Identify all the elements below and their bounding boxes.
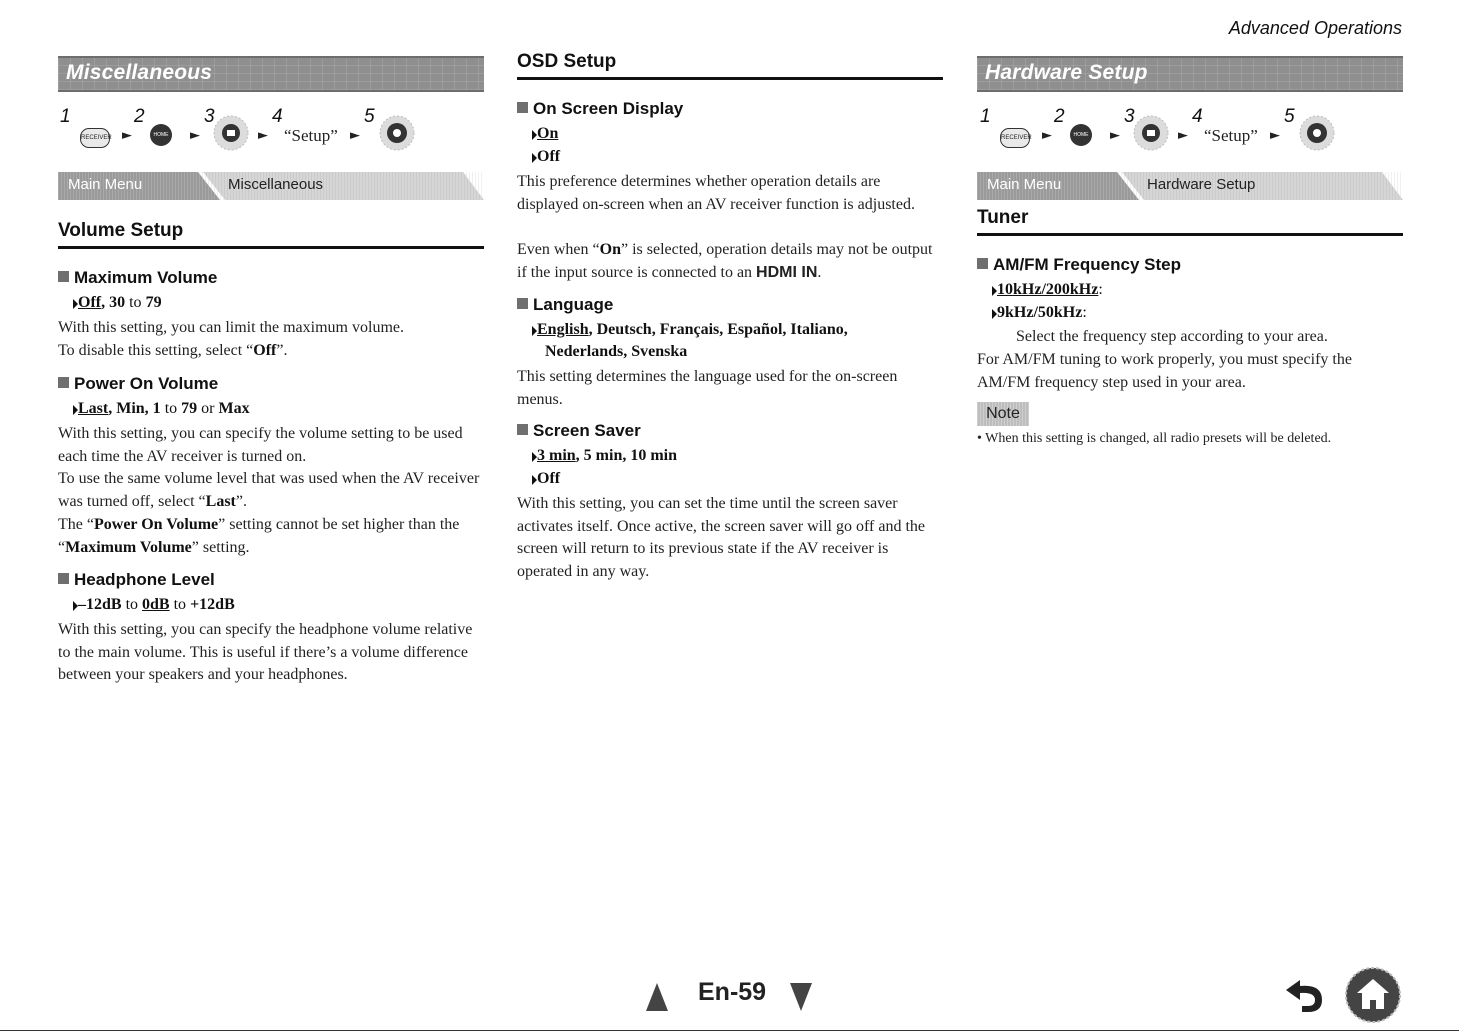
miscellaneous-banner: [58, 56, 484, 92]
section-title-tuner: Tuner: [977, 207, 1029, 228]
triangle-bullet-icon: [992, 286, 997, 296]
triangle-bullet-icon: [532, 475, 537, 485]
triangle-bullet-icon: [73, 601, 78, 611]
enter-button-icon: [1298, 114, 1336, 152]
arrow-right-icon: ►: [190, 128, 200, 143]
options-maximum-volume: Off, 30 to 79: [58, 294, 162, 312]
banner-title: Miscellaneous: [66, 61, 213, 84]
paragraph: With this setting, you can specify the headphone volume relative to the main volume. This is useful if there’s a volume difference between your speakers and your headphones.: [58, 621, 473, 683]
arrow-right-icon: ►: [122, 128, 132, 143]
breadcrumb-first-label: Main Menu: [987, 176, 1062, 193]
receiver-button-icon: RECEIVER: [80, 128, 110, 148]
option-off: Off: [517, 148, 560, 166]
step-number: 4: [272, 106, 283, 127]
breadcrumb: [977, 172, 1403, 200]
option-off: Off: [517, 470, 560, 488]
breadcrumb-first-label: Main Menu: [68, 176, 143, 193]
dial-button-icon: [1132, 114, 1170, 152]
step-number: 2: [1054, 106, 1065, 127]
subsection-language: Language: [517, 295, 613, 315]
subsection-headphone-level: Headphone Level: [58, 570, 215, 590]
section-rule: [977, 233, 1403, 236]
banner-title: Hardware Setup: [985, 61, 1148, 84]
subsection-power-on-volume: Power On Volume: [58, 374, 218, 394]
options-screen-saver: 3 min, 5 min, 10 min: [517, 447, 677, 465]
paragraph: To disable this setting, select “Off”.: [58, 342, 288, 359]
paragraph: This setting determines the language used for the on-screen menus.: [517, 368, 898, 408]
step-number: 1: [980, 106, 991, 127]
options-language-line2: Nederlands, Svenska: [545, 343, 688, 360]
bullet-square-icon: [977, 258, 988, 269]
paragraph: With this setting, you can set the time until the screen saver activates itself. Once active, the screen saver will go off and the screen will return to its previous state if the AV receiver is operated in any way.: [517, 495, 925, 580]
enter-button-icon: [378, 114, 416, 152]
note-text: • When this setting is changed, all radio presets will be deleted.: [977, 431, 1332, 446]
paragraph: For AM/FM tuning to work properly, you must specify the AM/FM frequency step used in your area.: [977, 351, 1352, 391]
bullet-square-icon: [58, 573, 69, 584]
remote-sequence: [60, 106, 440, 156]
arrow-right-icon: ►: [1110, 128, 1120, 143]
bullet-square-icon: [58, 271, 69, 282]
paragraph: With this setting, you can limit the maximum volume.: [58, 319, 404, 336]
home-button-icon: HOME: [1070, 124, 1092, 146]
arrow-right-icon: ►: [350, 128, 360, 143]
arrow-right-icon: ►: [1042, 128, 1052, 143]
dial-button-icon: [212, 114, 250, 152]
breadcrumb-second-label: Miscellaneous: [228, 176, 324, 193]
note-badge: Note: [977, 402, 1029, 426]
breadcrumb: [58, 172, 484, 200]
bullet-square-icon: [517, 298, 528, 309]
subsection-screen-saver: Screen Saver: [517, 421, 641, 441]
options-headphone-level: –12dB to 0dB to +12dB: [58, 596, 235, 614]
triangle-bullet-icon: [992, 309, 997, 319]
triangle-bullet-icon: [532, 326, 537, 336]
section-rule: [58, 246, 484, 249]
page-number: En-59: [698, 978, 767, 1006]
option-10khz-200khz: 10kHz/200kHz:: [977, 281, 1103, 299]
page-bottom-rule: [0, 1030, 1459, 1031]
section-title-volume-setup: Volume Setup: [58, 220, 184, 241]
setup-text: “Setup”: [284, 126, 338, 145]
arrow-right-icon: ►: [1178, 128, 1188, 143]
bullet-square-icon: [517, 424, 528, 435]
hardware-setup-banner: [977, 56, 1403, 92]
running-head: Advanced Operations: [1228, 18, 1402, 38]
bullet-square-icon: [58, 377, 69, 388]
back-icon[interactable]: [1278, 974, 1330, 1016]
home-icon[interactable]: [1344, 966, 1402, 1024]
step-number: 2: [134, 106, 145, 127]
step-number: 1: [60, 106, 71, 127]
home-button-icon: HOME: [150, 124, 172, 146]
arrow-right-icon: ►: [258, 128, 268, 143]
step-number: 3: [204, 106, 215, 127]
options-power-on-volume: Last, Min, 1 to 79 or Max: [58, 400, 250, 418]
paragraph: The “Power On Volume” setting cannot be set higher than the “Maximum Volume” setting.: [58, 516, 460, 556]
step-number: 5: [1284, 106, 1295, 127]
step-number: 4: [1192, 106, 1203, 127]
triangle-bullet-icon: [73, 299, 78, 309]
setup-text: “Setup”: [1204, 126, 1258, 145]
paragraph: This preference determines whether operation details are displayed on-screen when an AV receiver function is adjusted.: [517, 173, 915, 213]
section-title-osd-setup: OSD Setup: [517, 51, 617, 72]
option-9khz-50khz: 9kHz/50kHz:: [977, 304, 1087, 322]
bullet-square-icon: [517, 102, 528, 113]
remote-sequence: [980, 106, 1360, 156]
paragraph: To use the same volume level that was used when the AV receiver was turned off, select “Last”.: [58, 470, 480, 510]
step-number: 5: [364, 106, 375, 127]
subsection-am-fm-frequency-step: AM/FM Frequency Step: [977, 255, 1181, 275]
triangle-bullet-icon: [73, 405, 78, 415]
triangle-bullet-icon: [532, 130, 537, 140]
section-rule: [517, 77, 943, 80]
breadcrumb-second-label: Hardware Setup: [1147, 176, 1256, 193]
options-language: English, Deutsch, Français, Español, Italiano,: [517, 321, 848, 339]
paragraph: Even when “On” is selected, operation details may not be output if the input source is connected to an HDMI IN.: [517, 241, 933, 281]
paragraph: Select the frequency step according to your area.: [1016, 328, 1328, 345]
arrow-right-icon: ►: [1270, 128, 1280, 143]
option-on: On: [517, 125, 558, 143]
triangle-bullet-icon: [532, 153, 537, 163]
subsection-on-screen-display: On Screen Display: [517, 99, 683, 119]
previous-page-icon[interactable]: [646, 983, 668, 1011]
triangle-bullet-icon: [532, 452, 537, 462]
subsection-maximum-volume: Maximum Volume: [58, 268, 217, 288]
paragraph: With this setting, you can specify the volume setting to be used each time the AV receiver is turned on.: [58, 425, 463, 465]
next-page-icon[interactable]: [790, 983, 812, 1011]
receiver-button-icon: RECEIVER: [1000, 128, 1030, 148]
step-number: 3: [1124, 106, 1135, 127]
